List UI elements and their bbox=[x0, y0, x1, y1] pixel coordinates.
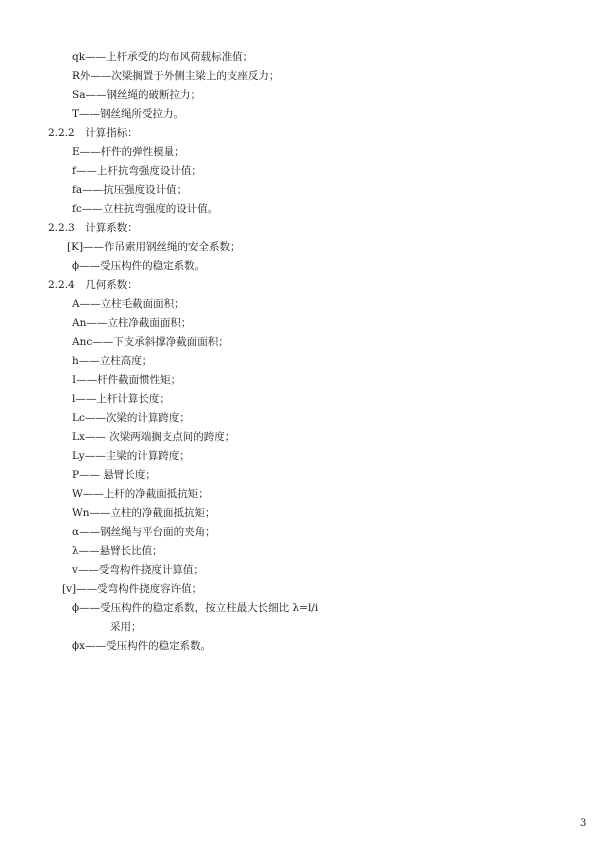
section-2-2-2: 2.2.2 计算指标： bbox=[48, 127, 138, 139]
symbol-an: An——立柱净截面面积； bbox=[72, 317, 192, 329]
symbol-anc: Anc——下支承斜撑净截面面积； bbox=[72, 336, 229, 348]
symbol-i: I——杆件截面惯性矩； bbox=[72, 374, 182, 386]
symbol-fa: fa——抗压强度设计值； bbox=[72, 184, 188, 196]
symbol-a: A——立柱毛截面面积； bbox=[72, 298, 185, 310]
symbol-alpha: α——钢丝绳与平台面的夹角； bbox=[72, 526, 216, 538]
symbol-lambda: λ——悬臂长比值； bbox=[72, 545, 163, 557]
symbol-h: h——立柱高度； bbox=[72, 355, 153, 367]
symbol-sa: Sa——钢丝绳的破断拉力； bbox=[72, 89, 201, 101]
symbol-v: v——受弯构件挠度计算值； bbox=[72, 564, 204, 576]
symbol-lx: Lx—— 次梁两端搁支点间的跨度； bbox=[72, 431, 236, 443]
section-2-2-4: 2.2.4 几何系数： bbox=[48, 279, 138, 291]
symbol-phi-column: ϕ——受压构件的稳定系数，按立柱最大长细比 λ=l/i bbox=[72, 602, 319, 614]
symbol-phi: ϕ——受压构件的稳定系数。 bbox=[72, 260, 206, 272]
symbol-l: l——上杆计算长度； bbox=[72, 393, 170, 405]
symbol-p: P—— 悬臂长度； bbox=[72, 469, 156, 481]
section-2-2-3: 2.2.3 计算系数： bbox=[48, 222, 138, 234]
symbol-r-outer: R外——次梁搁置于外侧主梁上的支座反力； bbox=[72, 70, 280, 82]
symbol-f: f——上杆抗弯强度设计值； bbox=[72, 165, 202, 177]
symbol-phi-column-cont: 采用； bbox=[110, 621, 142, 633]
symbol-w: W——上杆的净截面抵抗矩； bbox=[72, 488, 209, 500]
symbol-ly: Ly——主梁的计算跨度； bbox=[72, 450, 190, 462]
symbol-v-allowable: [v]——受弯构件挠度容许值； bbox=[62, 583, 203, 595]
symbol-fc: fc——立柱抗弯强度的设计值。 bbox=[72, 203, 219, 215]
symbol-qk: qk——上杆承受的均布风荷载标准值； bbox=[72, 51, 254, 63]
symbol-wn: Wn——立柱的净截面抵抗矩； bbox=[72, 507, 216, 519]
symbol-k: [K]——作吊索用钢丝绳的安全系数； bbox=[67, 241, 241, 253]
symbol-e: E——杆件的弹性模量； bbox=[72, 146, 185, 158]
symbol-lc: Lc——次梁的计算跨度； bbox=[72, 412, 190, 424]
symbol-t: T——钢丝绳所受拉力。 bbox=[72, 108, 185, 120]
page-number: 3 bbox=[580, 818, 587, 829]
symbol-phi-x: ϕx——受压构件的稳定系数。 bbox=[72, 640, 212, 652]
